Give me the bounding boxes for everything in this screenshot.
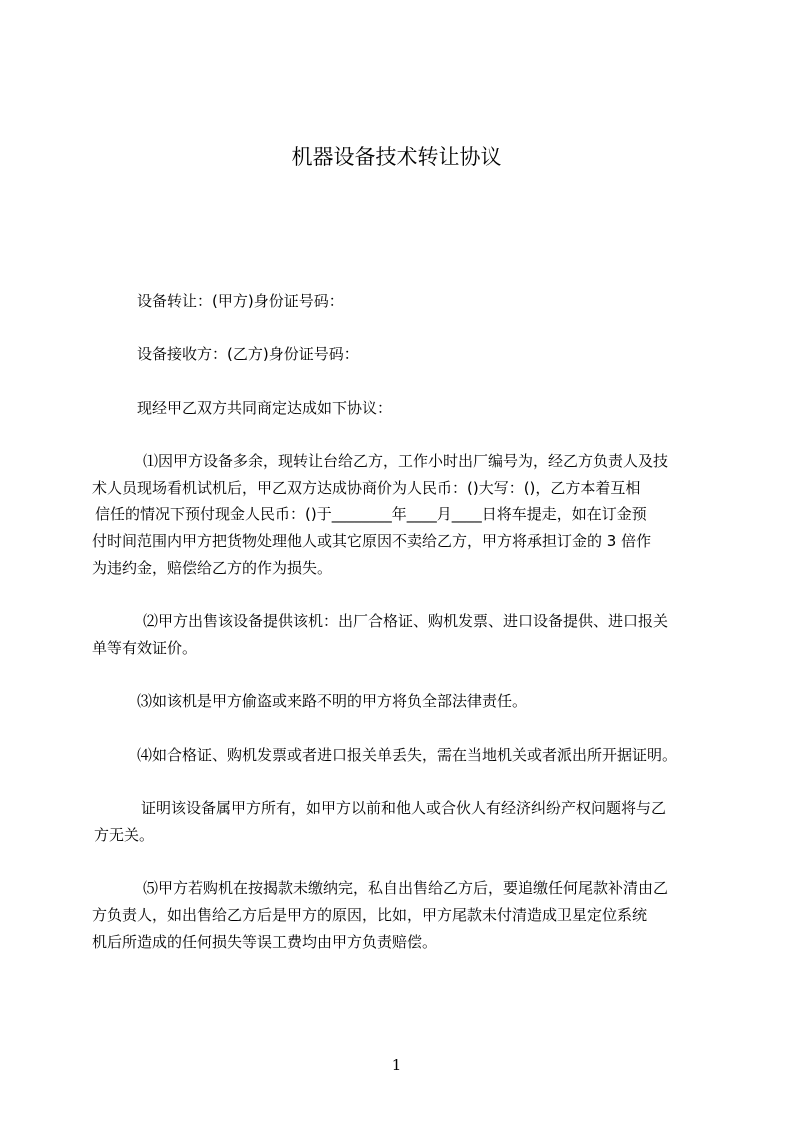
text-line: 为违约金，赔偿给乙方的作为损失。 [92, 559, 333, 577]
text-line: 方无关。 [94, 826, 155, 844]
text-line: ⑷如合格证、购机发票或者进口报关单丢失，需在当地机关或者派出所开据证明。 [137, 746, 678, 764]
text-line: ⑸甲方若购机在按揭款未缴纳完，私自出售给乙方后，要追缴任何尾款补清由乙 [143, 879, 669, 897]
text-line: 证明该设备属甲方所有，如甲方以前和他人或合伙人有经济纠纷产权问题将与乙 [141, 799, 667, 817]
document-title: 机器设备技术转让协议 [291, 145, 502, 169]
text-line: ⑶如该机是甲方偷盗或来路不明的甲方将负全部法律责任。 [137, 692, 528, 710]
text-line: 设备接收方：(乙方)身份证号码： [137, 345, 359, 363]
text-line: 信任的情况下预付现金人民币：()于________年____月____日将车提走，如在订金预 [95, 505, 647, 523]
text-line: ⑴因甲方设备多余，现转让台给乙方，工作小时出厂编号为，经乙方负责人及技 [143, 452, 669, 470]
text-line: 方负责人，如出售给乙方后是甲方的原因，比如，甲方尾款未付清造成卫星定位系统 [92, 906, 648, 924]
page-number: 1 [391, 1056, 402, 1074]
text-line: 单等有效证价。 [92, 639, 198, 657]
text-line: 设备转让：(甲方)身份证号码： [137, 292, 344, 310]
text-line: ⑵甲方出售该设备提供该机：出厂合格证、购机发票、进口设备提供、进口报关 [143, 612, 669, 630]
text-line: 现经甲乙双方共同商定达成如下协议： [137, 399, 393, 417]
text-line: 机后所造成的任何损失等误工费均由甲方负责赔偿。 [92, 933, 438, 951]
text-line: 付时间范围内甲方把货物处理他人或其它原因不卖给乙方，甲方将承担订金的 3 倍作 [92, 532, 652, 550]
text-line: 术人员现场看机试机后，甲乙双方达成协商价为人民币：()大写：()，乙方本着互相 [92, 479, 641, 497]
